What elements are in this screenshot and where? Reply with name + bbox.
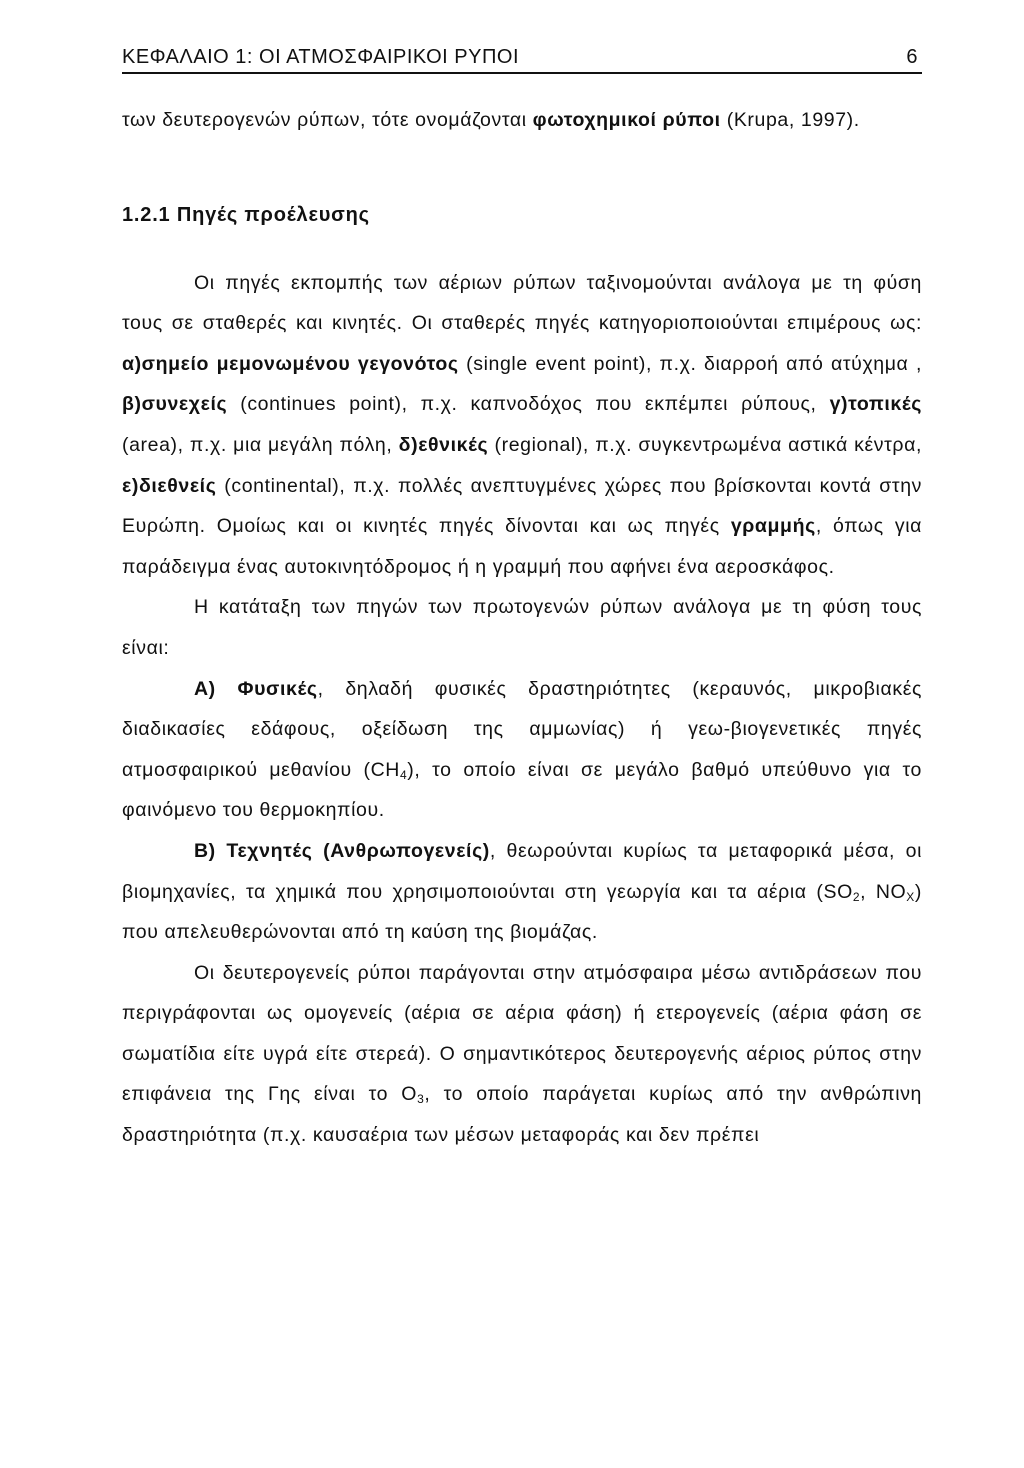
page-header (122, 40, 922, 74)
paragraph-continuation: των δευτερογενών ρύπων, τότε ονομάζονται φωτοχημικοί ρύποι (Krupa, 1997). (122, 109, 860, 131)
chapter-title: ΚΕΦΑΛΑΙΟ 1: ΟΙ ΑΤΜΟΣΦΑΙΡΙΚΟΙ ΡΥΠΟΙ (122, 46, 520, 68)
section-heading: 1.2.1 Πηγές προέλευσης (122, 203, 370, 226)
page-number: 6 (906, 46, 918, 68)
paragraph-secondary: Οι δευτερογενείς ρύποι παράγονται στην ατμόσφαιρα μέσω αντιδράσεων που περιγράφονται ως ομογενείς (αέρια σε αέρια φάση) ή ετερογενείς (αέρια φάση σε σωματίδια είτε υγρά είτε στερεά). Ο σημαντικότερος δευτερογενής αέριος ρύπος στην επιφάνεια της Γης είναι το $O_3$, το οποίο παράγεται κυρίως από την ανθρώπινη δραστηριότητα (π.χ. καυσαέρια των μέσων μεταφοράς και δεν πρέπει (122, 961, 922, 1147)
paragraph-natural: Α) Φυσικές, δηλαδή φυσικές δραστηριότητες (κεραυνός, μικροβιακές διαδικασίες εδάφους, οξείδωση της αμμωνίας) ή γεω-βιογενετικές πηγές ατμοσφαιρικού μεθανίου $(CH_4)$, το οποίο είναι σε μεγάλο βαθμό υπεύθυνο για το φαινόμενο του θερμοκηπίου. (122, 677, 923, 822)
paragraph-classification: Η κατάταξη των πηγών των πρωτογενών ρύπων ανάλογα με τη φύση τους είναι: (122, 596, 922, 659)
page-body (122, 100, 922, 1156)
paragraph-sources: Οι πηγές εκπομπής των αέριων ρύπων ταξινομούνται ανάλογα με τη φύση τους σε σταθερές και κινητές. Οι σταθερές πηγές κατηγοριοποιούνται επιμέρους ως: α)σημείο μεμονωμένου γεγονότος (single event point), π.χ. διαρροή από ατύχημα , β)συνεχείς (continues point), π.χ. καπνοδόχος που εκπέμπει ρύπους, γ)τοπικές (area), π.χ. μια μεγάλη πόλη, δ)εθνικές (regional), π.χ. συγκεντρωμένα αστικά κέντρα, ε)διεθνείς (continental), π.χ. πολλές ανεπτυγμένες χώρες που βρίσκονται κοντά στην Ευρώπη. Ομοίως και οι κινητές πηγές δίνονται και ως πηγές γραμμής, όπως για παράδειγμα ένας αυτοκινητόδρομος ή η γραμμή που αφήνει ένα αεροσκάφος. (122, 271, 922, 578)
paragraph-anthropogenic: Β) Τεχνητές (Ανθρωπογενείς), θεωρούνται κυρίως τα μεταφορικά μέσα, οι βιομηχανίες, τα χημικά που χρησιμοποιούνται στη γεωργία και τα αέρια ($SO_2$, $NO_X$) που απελευθερώνονται από τη καύση της βιομάζας. (122, 839, 923, 944)
